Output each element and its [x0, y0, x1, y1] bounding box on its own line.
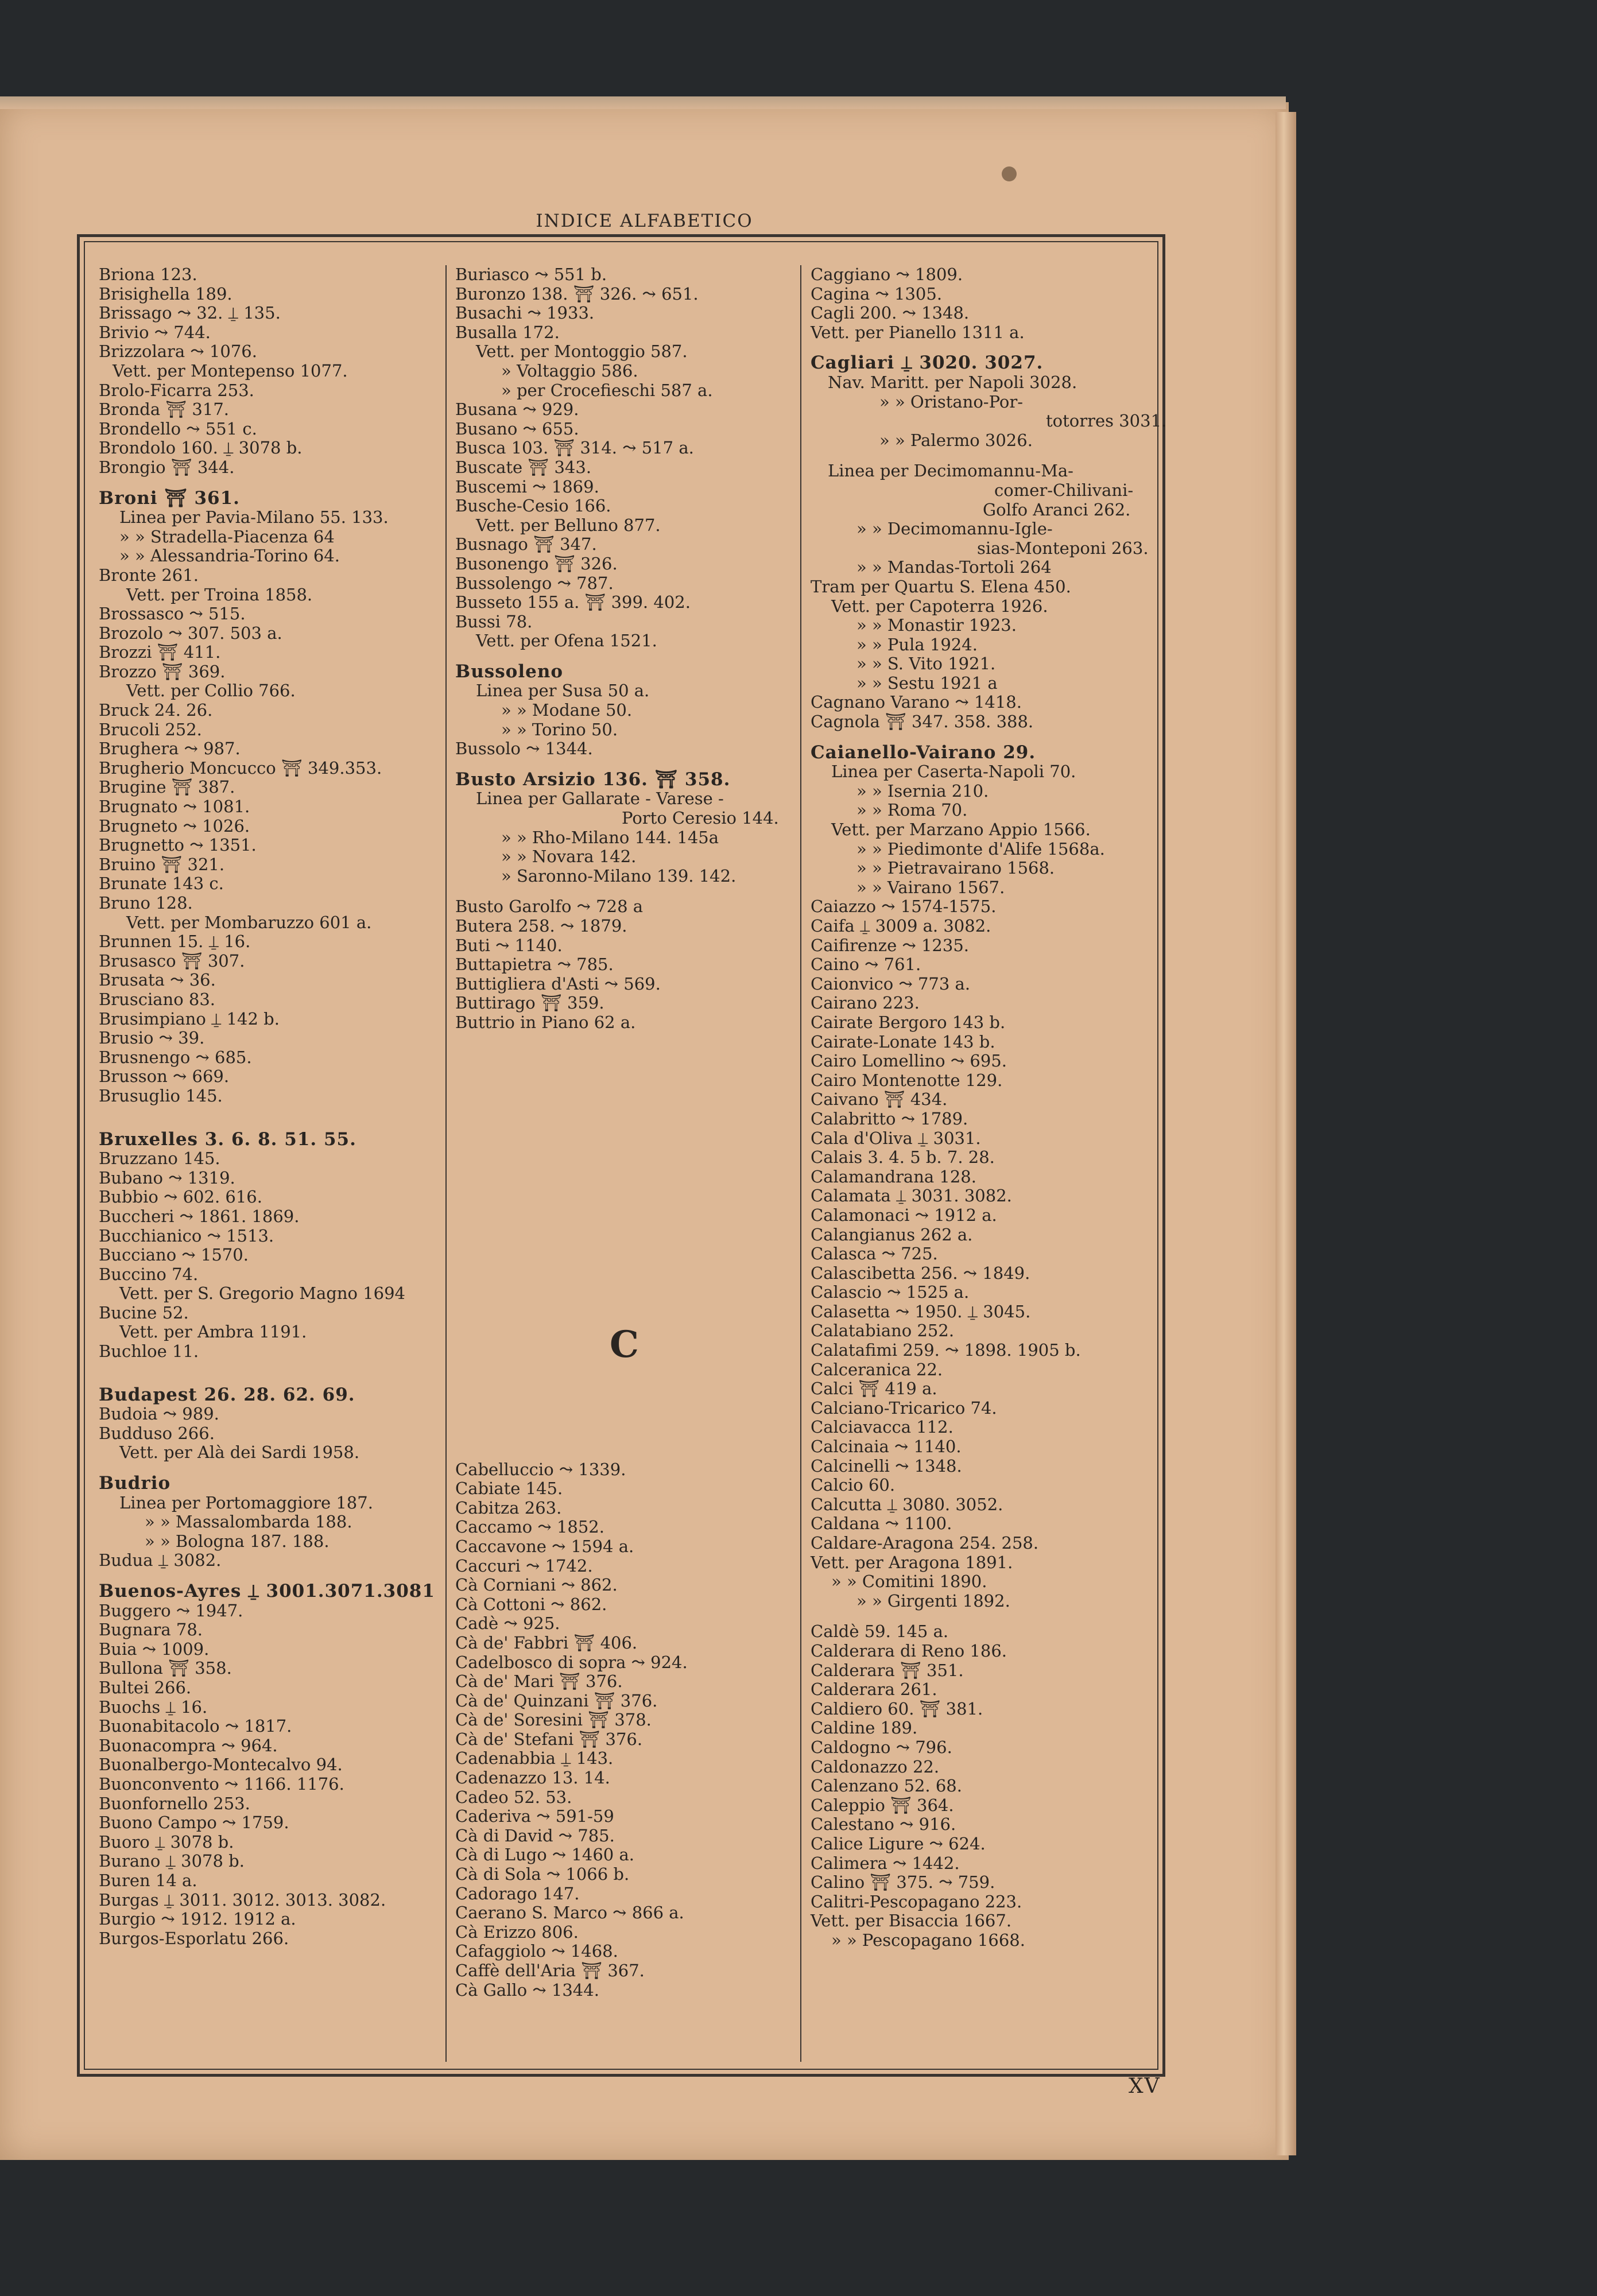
entry: Calatafimi 259. ⤳ 1898. 1905 b. — [811, 1340, 1081, 1360]
entry: Brolo-Ficarra 253. — [99, 380, 254, 400]
entry: » » Pescopagano 1668. — [831, 1930, 1025, 1950]
entry: Calangianus 262 a. — [811, 1224, 973, 1244]
entry: Buonconvento ⤳ 1166. 1176. — [99, 1774, 344, 1794]
entry: Brugherio Moncucco ⛩ 349.353. — [99, 758, 382, 778]
entry: Calenzano 52. 68. — [811, 1776, 962, 1796]
entry: Vett. per S. Gregorio Magno 1694 — [119, 1283, 405, 1304]
entry: Brusnengo ⤳ 685. — [99, 1047, 252, 1067]
entry: Vett. per Ambra 1191. — [119, 1322, 307, 1342]
entry: Calcio 60. — [811, 1475, 896, 1495]
entry: Linea per Caserta-Napoli 70. — [831, 762, 1076, 782]
entry: » » Massalombarda 188. — [145, 1512, 352, 1532]
entry: Calciano-Tricarico 74. — [811, 1398, 997, 1418]
entry-heading: Bussoleno — [455, 661, 564, 682]
entry: Buia ⤳ 1009. — [99, 1639, 210, 1659]
entry: Budua ⍊ 3082. — [99, 1550, 222, 1570]
entry: Burgos-Esporlatu 266. — [99, 1928, 289, 1948]
entry: Calderara ⛩ 351. — [811, 1660, 964, 1680]
page-top-edge — [0, 96, 1286, 109]
entry: Cà Corniani ⤳ 862. — [455, 1575, 618, 1595]
entry: » » Stradella-Piacenza 64 — [119, 526, 335, 546]
entry: Busche-Cesio 166. — [455, 496, 611, 516]
entry: Buonalbergo-Montecalvo 94. — [99, 1755, 343, 1775]
entry: Calcutta ⍊ 3080. 3052. — [811, 1494, 1003, 1514]
entry-heading: Cagliari ⍊ 3020. 3027. — [811, 352, 1044, 374]
entry: Tram per Quartu S. Elena 450. — [811, 576, 1071, 596]
entry: Calamandrana 128. — [811, 1166, 976, 1186]
entry: Bruino ⛩ 321. — [99, 854, 225, 874]
entry: Calci ⛩ 419 a. — [811, 1379, 937, 1399]
entry: Cà Cottoni ⤳ 862. — [455, 1594, 607, 1614]
entry: Busano ⤳ 655. — [455, 418, 579, 439]
entry: Cà Gallo ⤳ 1344. — [455, 1980, 599, 2000]
entry: Buccheri ⤳ 1861. 1869. — [99, 1206, 300, 1226]
entry: Caldine 189. — [811, 1718, 918, 1738]
entry: Calascibetta 256. ⤳ 1849. — [811, 1263, 1030, 1283]
entry: Brongio ⛩ 344. — [99, 457, 235, 477]
entry: Busana ⤳ 929. — [455, 400, 579, 420]
entry: » » Girgenti 1892. — [856, 1591, 1010, 1611]
entry: Brossasco ⤳ 515. — [99, 604, 246, 624]
entry: Brozzo ⛩ 369. — [99, 661, 226, 681]
entry: Busnago ⛩ 347. — [455, 534, 597, 554]
entry: Cà di Lugo ⤳ 1460 a. — [455, 1845, 634, 1865]
entry: Caccavone ⤳ 1594 a. — [455, 1536, 634, 1556]
entry: Cairate Bergoro 143 b. — [811, 1012, 1006, 1032]
entry: Buriasco ⤳ 551 b. — [455, 265, 607, 284]
entry: Bruno 128. — [99, 893, 193, 913]
entry: Caccuri ⤳ 1742. — [455, 1556, 593, 1576]
entry: Bucine 52. — [99, 1302, 189, 1322]
entry: Caldè 59. 145 a. — [811, 1622, 949, 1642]
entry: Vett. per Ofena 1521. — [476, 631, 657, 651]
entry: Caderiva ⤳ 591-59 — [455, 1806, 614, 1826]
entry: Calatabiano 252. — [811, 1321, 955, 1341]
entry: Linea per Pavia-Milano 55. 133. — [119, 507, 389, 528]
entry: Calcinaia ⤳ 1140. — [811, 1437, 962, 1457]
ink-spot — [1002, 166, 1017, 181]
entry: Vett. per Aragona 1891. — [811, 1552, 1013, 1572]
entry: Burgio ⤳ 1912. 1912 a. — [99, 1909, 296, 1929]
entry: Calamonaci ⤳ 1912 a. — [811, 1205, 997, 1225]
entry: Cafaggiolo ⤳ 1468. — [455, 1941, 618, 1961]
index-column-3 — [811, 265, 1167, 1950]
entry: Burano ⍊ 3078 b. — [99, 1851, 245, 1871]
entry: Buronzo 138. ⛩ 326. ⤳ 651. — [455, 284, 699, 304]
entry: Cà de' Stefani ⛩ 376. — [455, 1729, 643, 1749]
column-divider — [800, 265, 801, 2062]
entry: » » Bologna 187. 188. — [145, 1531, 330, 1551]
entry: Nav. Maritt. per Napoli 3028. — [828, 372, 1077, 392]
entry: comer-Chilivani- — [994, 480, 1134, 500]
entry: Buscate ⛩ 343. — [455, 457, 592, 477]
entry: Brugnetto ⤳ 1351. — [99, 835, 257, 855]
entry: » » Piedimonte d'Alife 1568a. — [856, 839, 1105, 859]
entry: Cagina ⤳ 1305. — [811, 284, 943, 304]
entry: » Saronno-Milano 139. 142. — [501, 866, 737, 886]
entry: Cà de' Mari ⛩ 376. — [455, 1671, 623, 1692]
entry-heading: Buenos-Ayres ⍊ 3001.3071.3081 — [99, 1581, 435, 1601]
entry: Cagnola ⛩ 347. 358. 388. — [811, 712, 1034, 732]
entry: Cabitza 263. — [455, 1498, 562, 1518]
entry: Caino ⤳ 761. — [811, 955, 921, 975]
entry: » » Roma 70. — [856, 800, 968, 820]
entry: Bussi 78. — [455, 611, 533, 631]
entry: Calabritto ⤳ 1789. — [811, 1108, 968, 1128]
entry: Cairate-Lonate 143 b. — [811, 1031, 995, 1052]
entry: Busca 103. ⛩ 314. ⤳ 517 a. — [455, 438, 694, 458]
entry: Buonacompra ⤳ 964. — [99, 1735, 278, 1755]
entry: Cadorago 147. — [455, 1883, 580, 1903]
entry: Cadè ⤳ 925. — [455, 1614, 560, 1634]
entry: » per Crocefieschi 587 a. — [501, 380, 713, 400]
entry: » » Monastir 1923. — [856, 615, 1017, 635]
entry: Linea per Gallarate - Varese - — [476, 789, 724, 809]
entry: Brugnato ⤳ 1081. — [99, 797, 250, 817]
entry: Caionvico ⤳ 773 a. — [811, 974, 971, 994]
entry: Caerano S. Marco ⤳ 866 a. — [455, 1903, 684, 1923]
entry: Caifirenze ⤳ 1235. — [811, 935, 969, 955]
entry: Buonfornello 253. — [99, 1793, 250, 1813]
entry: Bruzzano 145. — [99, 1149, 220, 1169]
entry: Buttirago ⛩ 359. — [455, 993, 604, 1013]
page-header: INDICE ALFABETICO — [536, 211, 753, 231]
entry: » » Modane 50. — [501, 700, 633, 720]
entry: Buonabitacolo ⤳ 1817. — [99, 1716, 292, 1736]
entry: Busalla 172. — [455, 322, 560, 342]
entry: Calimera ⤳ 1442. — [811, 1853, 960, 1873]
entry: Linea per Decimomannu-Ma- — [828, 461, 1073, 481]
entry: Brugine ⛩ 387. — [99, 777, 235, 797]
entry: » Voltaggio 586. — [501, 360, 638, 381]
entry: Calice Ligure ⤳ 624. — [811, 1833, 986, 1853]
section-letter: C — [610, 1323, 639, 1366]
entry: Calamata ⍊ 3031. 3082. — [811, 1186, 1012, 1206]
entry: Vett. per Capoterra 1926. — [831, 596, 1048, 616]
entry: sias-Monteponi 263. — [977, 538, 1149, 558]
entry: Buono Campo ⤳ 1759. — [99, 1813, 289, 1833]
entry: Bronte 261. — [99, 565, 199, 585]
entry: Calino ⛩ 375. ⤳ 759. — [811, 1872, 995, 1892]
entry: Buttapietra ⤳ 785. — [455, 955, 614, 975]
entry: Vett. per Marzano Appio 1566. — [831, 820, 1091, 840]
entry: Budoia ⤳ 989. — [99, 1404, 219, 1424]
entry: Vett. per Pianello 1311 a. — [811, 322, 1025, 342]
entry: Bubbio ⤳ 602. 616. — [99, 1187, 262, 1207]
entry: Bussolo ⤳ 1344. — [455, 739, 593, 759]
entry: Buoro ⍊ 3078 b. — [99, 1832, 234, 1852]
entry: Golfo Aranci 262. — [983, 499, 1131, 519]
entry: Budduso 266. — [99, 1423, 215, 1443]
entry-heading: Caianello-Vairano 29. — [811, 742, 1036, 763]
entry: » » Sestu 1921 a — [856, 673, 998, 693]
entry: » » Decimomannu-Igle- — [856, 519, 1053, 539]
entry: » » Pietravairano 1568. — [856, 858, 1055, 878]
entry: Caivano ⛩ 434. — [811, 1089, 948, 1110]
entry: Cabelluccio ⤳ 1339. — [455, 1459, 626, 1479]
entry: Cà di Sola ⤳ 1066 b. — [455, 1864, 630, 1884]
entry-heading: Broni ⛩ 361. — [99, 487, 240, 509]
entry: Calais 3. 4. 5 b. 7. 28. — [811, 1147, 995, 1168]
entry: Cà de' Soresini ⛩ 378. — [455, 1710, 652, 1730]
entry: » » Rho-Milano 144. 145a — [501, 827, 719, 847]
entry: Caiazzo ⤳ 1574-1575. — [811, 897, 997, 917]
entry: Cadelbosco di sopra ⤳ 924. — [455, 1652, 688, 1672]
column-divider — [445, 265, 447, 2062]
entry: Caldiero 60. ⛩ 381. — [811, 1698, 983, 1719]
entry: Brucoli 252. — [99, 719, 202, 739]
entry: Cadeo 52. 53. — [455, 1787, 572, 1807]
entry: » » Vairano 1567. — [856, 877, 1005, 897]
entry: Buccino 74. — [99, 1264, 199, 1284]
entry: Brissago ⤳ 32. ⍊ 135. — [99, 303, 281, 323]
entry: » » Novara 142. — [501, 847, 637, 867]
entry: » » Torino 50. — [501, 719, 618, 739]
entry: Buttigliera d'Asti ⤳ 569. — [455, 974, 661, 994]
entry: Busto Garolfo ⤳ 728 a — [455, 897, 644, 917]
entry: Cairo Lomellino ⤳ 695. — [811, 1051, 1007, 1071]
entry: » » Comitini 1890. — [831, 1572, 987, 1592]
entry: Porto Ceresio 144. — [622, 808, 779, 828]
entry: Vett. per Collio 766. — [126, 681, 296, 701]
entry: Busachi ⤳ 1933. — [455, 303, 595, 323]
entry: Buggero ⤳ 1947. — [99, 1600, 243, 1620]
entry: Brunnen 15. ⍊ 16. — [99, 932, 251, 952]
entry: Calderara di Reno 186. — [811, 1640, 1007, 1661]
entry-heading: Budapest 26. 28. 62. 69. — [99, 1384, 355, 1405]
entry: Bruck 24. 26. — [99, 700, 213, 720]
entry: Bubano ⤳ 1319. — [99, 1168, 235, 1188]
entry: Brivio ⤳ 744. — [99, 322, 211, 342]
entry: Cairano 223. — [811, 993, 920, 1013]
entry: Caffè dell'Aria ⛩ 367. — [455, 1961, 645, 1980]
entry: Caccamo ⤳ 1852. — [455, 1517, 604, 1537]
entry-heading: Busto Arsizio 136. ⛩ 358. — [455, 769, 731, 790]
entry: Bucchianico ⤳ 1513. — [99, 1225, 274, 1246]
entry: Brizzolara ⤳ 1076. — [99, 342, 257, 362]
entry: Linea per Susa 50 a. — [476, 681, 650, 701]
entry: Cagnano Varano ⤳ 1418. — [811, 692, 1022, 712]
entry: Bullona ⛩ 358. — [99, 1658, 232, 1678]
entry: Brozzi ⛩ 411. — [99, 642, 221, 662]
entry: Linea per Portomaggiore 187. — [119, 1492, 373, 1512]
page-number: XV — [1129, 2074, 1161, 2098]
entry: Cairo Montenotte 129. — [811, 1070, 1003, 1090]
entry-heading: Bruxelles 3. 6. 8. 51. 55. — [99, 1128, 356, 1150]
entry: Cà Erizzo 806. — [455, 1922, 579, 1942]
entry: Caldogno ⤳ 796. — [811, 1737, 952, 1757]
entry: Cadenazzo 13. 14. — [455, 1768, 610, 1788]
entry: Caldare-Aragona 254. 258. — [811, 1533, 1039, 1553]
entry: Caldana ⤳ 1100. — [811, 1514, 952, 1534]
entry: Brusata ⤳ 36. — [99, 970, 216, 990]
entry: Calciavacca 112. — [811, 1417, 953, 1437]
entry: Caldonazzo 22. — [811, 1756, 940, 1777]
entry: Bucciano ⤳ 1570. — [99, 1245, 249, 1265]
entry: Buscemi ⤳ 1869. — [455, 476, 599, 497]
entry: Cabiate 145. — [455, 1479, 563, 1499]
entry: Brughera ⤳ 987. — [99, 739, 241, 759]
entry: Bugnara 78. — [99, 1620, 203, 1640]
entry: Vett. per Mombaruzzo 601 a. — [126, 912, 372, 932]
entry: Buti ⤳ 1140. — [455, 935, 563, 955]
index-column-2 — [455, 265, 800, 2000]
entry: Brunate 143 c. — [99, 874, 224, 894]
entry: Brusson ⤳ 669. — [99, 1066, 230, 1087]
entry: Vett. per Bisaccia 1667. — [811, 1911, 1012, 1931]
index-column-1 — [99, 265, 437, 1948]
entry: Brondello ⤳ 551 c. — [99, 418, 257, 439]
entry: Calitri-Pescopagano 223. — [811, 1891, 1022, 1911]
entry: Vett. per Troina 1858. — [126, 584, 313, 604]
entry: Brusciano 83. — [99, 989, 216, 1009]
entry: Cà di David ⤳ 785. — [455, 1825, 615, 1845]
entry: Vett. per Montepenso 1077. — [113, 360, 348, 381]
entry: Brusio ⤳ 39. — [99, 1028, 205, 1048]
entry: Caggiano ⤳ 1809. — [811, 265, 963, 284]
entry: Vett. per Belluno 877. — [476, 515, 661, 535]
entry: Calasetta ⤳ 1950. ⍊ 3045. — [811, 1301, 1031, 1321]
entry: Vett. per Alà dei Sardi 1958. — [119, 1442, 360, 1463]
entry: » » S. Vito 1921. — [856, 654, 996, 674]
entry: Busonengo ⛩ 326. — [455, 553, 618, 573]
entry: Buchloe 11. — [99, 1341, 199, 1362]
entry: Buttrio in Piano 62 a. — [455, 1012, 636, 1032]
entry: totorres 3031. — [1046, 411, 1167, 431]
entry: Brugneto ⤳ 1026. — [99, 816, 250, 836]
entry: » » Palermo 3026. — [879, 430, 1033, 450]
entry: Briona 123. — [99, 265, 197, 284]
entry: Calestano ⤳ 916. — [811, 1814, 956, 1835]
entry: Caifa ⍊ 3009 a. 3082. — [811, 916, 991, 936]
entry: Cagli 200. ⤳ 1348. — [811, 303, 970, 323]
entry: Vett. per Montoggio 587. — [476, 342, 688, 362]
entry: Buren 14 a. — [99, 1870, 197, 1890]
entry: Calceranica 22. — [811, 1359, 943, 1379]
entry: Brisighella 189. — [99, 284, 232, 304]
entry: Calasca ⤳ 725. — [811, 1244, 938, 1264]
entry: Brusimpiano ⍊ 142 b. — [99, 1009, 280, 1029]
entry: Caleppio ⛩ 364. — [811, 1795, 954, 1815]
entry: Burgas ⍊ 3011. 3012. 3013. 3082. — [99, 1890, 386, 1910]
entry: » » Mandas-Tortoli 264 — [856, 557, 1052, 577]
entry: Cà de' Quinzani ⛩ 376. — [455, 1690, 658, 1711]
entry: Busseto 155 a. ⛩ 399. 402. — [455, 592, 691, 612]
entry: Brusasco ⛩ 307. — [99, 951, 245, 971]
entry-heading: Budrio — [99, 1473, 171, 1494]
entry: Bussolengo ⤳ 787. — [455, 573, 614, 593]
entry: » » Pula 1924. — [856, 634, 978, 654]
entry: Calderara 261. — [811, 1680, 937, 1700]
entry: » » Isernia 210. — [856, 781, 989, 801]
entry: Buochs ⍊ 16. — [99, 1697, 208, 1717]
entry: Brusuglio 145. — [99, 1085, 223, 1106]
entry: Cala d'Oliva ⍊ 3031. — [811, 1128, 981, 1148]
entry: Cadenabbia ⍊ 143. — [455, 1748, 614, 1768]
entry: » » Alessandria-Torino 64. — [119, 546, 340, 566]
entry: Bultei 266. — [99, 1677, 192, 1697]
entry: Cà de' Fabbri ⛩ 406. — [455, 1632, 638, 1653]
entry: » » Oristano-Por- — [879, 391, 1024, 412]
page-side-edge — [1276, 112, 1296, 2155]
entry: Brozolo ⤳ 307. 503 a. — [99, 623, 282, 643]
entry: Calcinelli ⤳ 1348. — [811, 1456, 962, 1476]
entry: Calascio ⤳ 1525 a. — [811, 1282, 970, 1302]
entry: Butera 258. ⤳ 1879. — [455, 916, 627, 936]
entry: Bronda ⛩ 317. — [99, 400, 229, 420]
entry: Brondolo 160. ⍊ 3078 b. — [99, 438, 303, 458]
